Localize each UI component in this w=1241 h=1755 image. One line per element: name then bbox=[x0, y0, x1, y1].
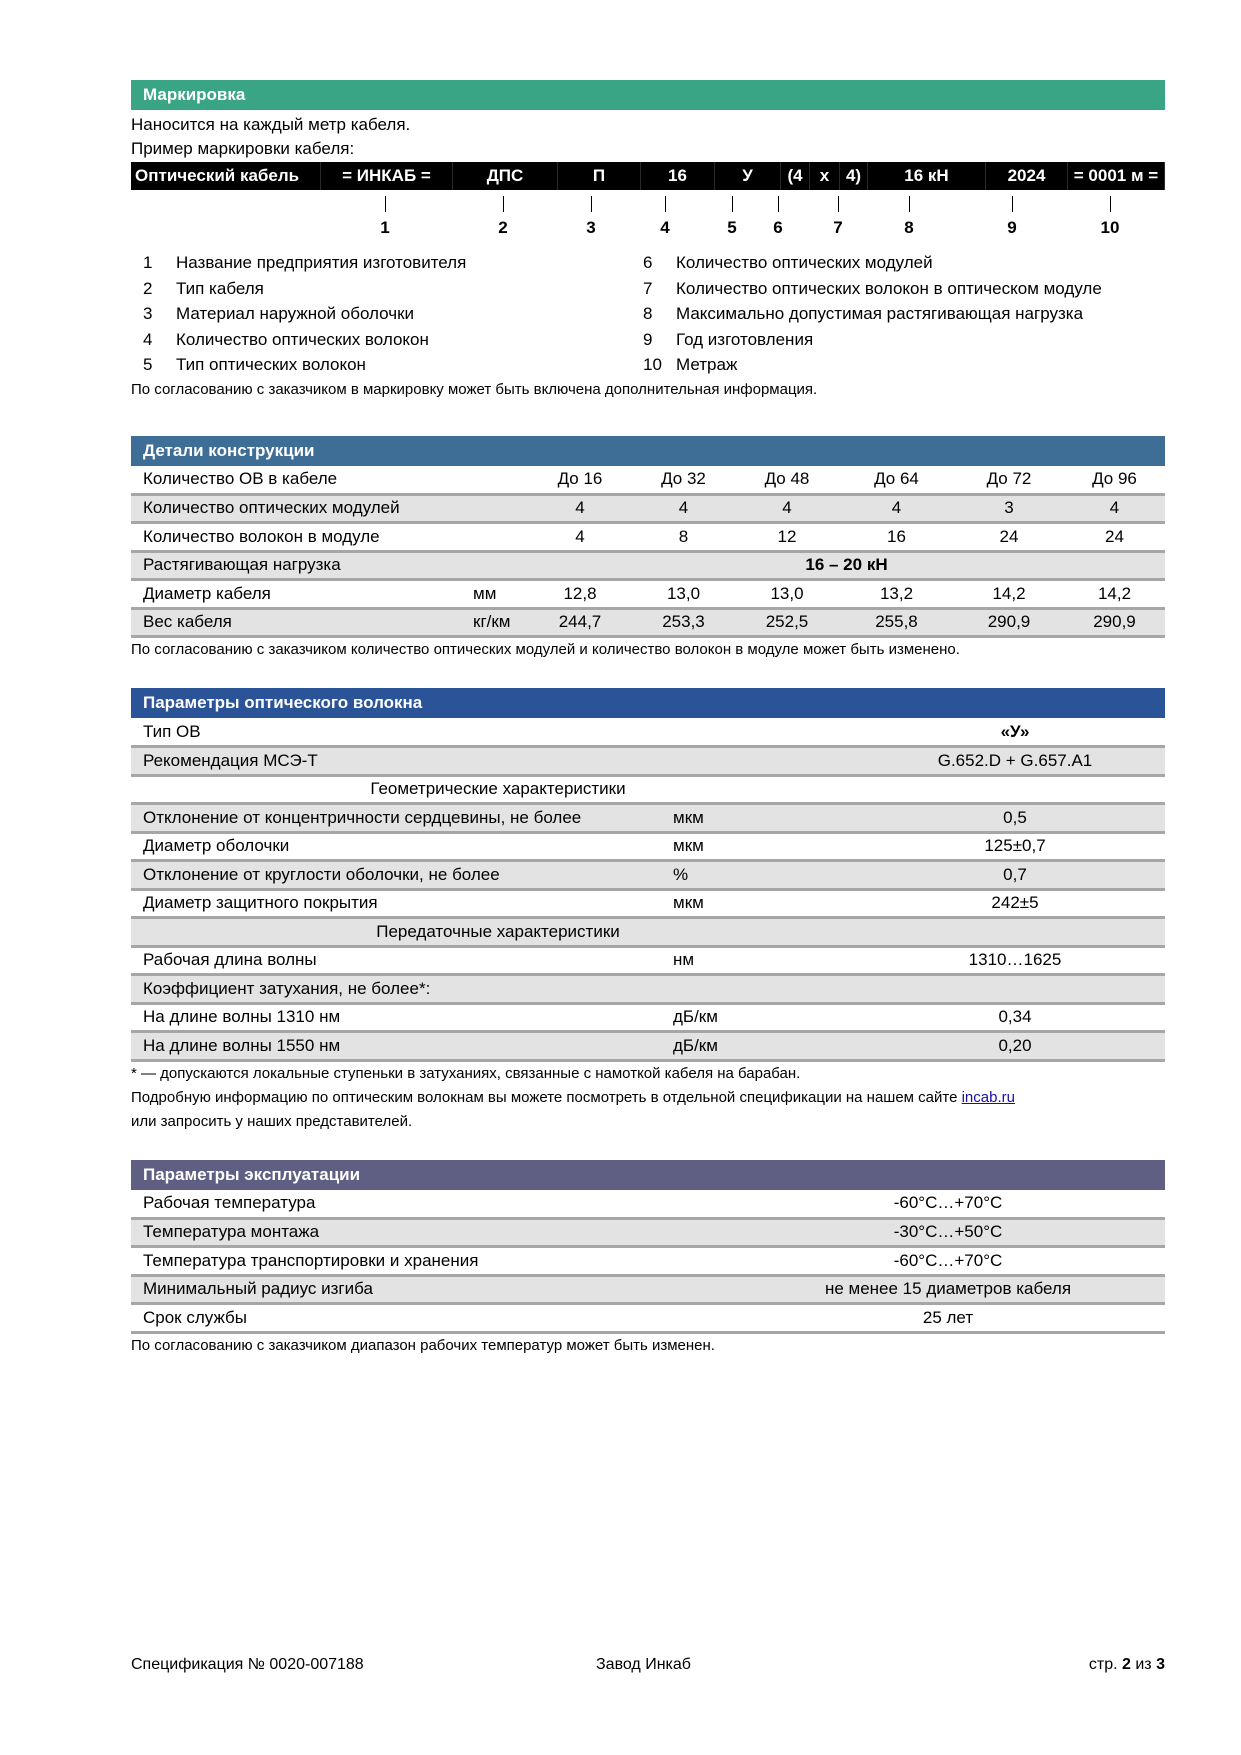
legend-item: 2 Тип кабеля bbox=[143, 278, 264, 298]
fiber-section-title: Параметры оптического волокна bbox=[131, 688, 1165, 718]
table-row: Температура монтажа -30°C…+50°C bbox=[131, 1218, 1165, 1247]
mark-index: 8 bbox=[904, 218, 914, 237]
operation-section-title: Параметры эксплуатации bbox=[131, 1160, 1165, 1190]
mark-part: 2024 bbox=[986, 162, 1068, 190]
operation-table bbox=[131, 1190, 1165, 1334]
company-name: Завод Инкаб bbox=[596, 1656, 691, 1673]
legend-item: 7 Количество оптических волокон в оптическом модуле bbox=[643, 278, 1102, 298]
table-row: Отклонение от концентричности сердцевины, не более мкм 0,5 bbox=[131, 804, 1165, 833]
mark-part: х bbox=[810, 162, 840, 190]
spec-page bbox=[131, 80, 1165, 1358]
mark-part: 4) bbox=[840, 162, 868, 190]
table-row: Минимальный радиус изгиба не менее 15 диаметров кабеля bbox=[131, 1275, 1165, 1304]
mark-part: = 0001 м = bbox=[1068, 162, 1165, 190]
spec-number: Спецификация № 0020-007188 bbox=[131, 1656, 364, 1673]
table-row: Температура транспортировки и хранения -60°C…+70°C bbox=[131, 1247, 1165, 1276]
table-row: Рабочая температура -60°C…+70°C bbox=[131, 1190, 1165, 1219]
marking-note: По согласованию с заказчиком в маркировку может быть включена дополнительная информация. bbox=[131, 380, 818, 398]
legend-item: 6 Количество оптических модулей bbox=[643, 253, 933, 272]
marking-line-1: Наносится на каждый метр кабеля. bbox=[131, 115, 411, 134]
table-row: Диаметр кабеля мм 12,8 13,0 13,0 13,2 14,2 14,2 bbox=[131, 580, 1165, 609]
construction-table bbox=[131, 466, 1165, 639]
mark-part: 16 кН bbox=[868, 162, 986, 190]
table-row: Рабочая длина волны нм 1310…1625 bbox=[131, 946, 1165, 975]
legend-item: 10 Метраж bbox=[643, 355, 738, 374]
marking-index-row bbox=[131, 190, 1165, 242]
fiber-footnote: * — допускаются локальные ступеньки в затуханиях, связанные с намоткой кабеля на барабан. bbox=[131, 1064, 801, 1082]
legend-item: 5 Тип оптических волокон bbox=[143, 355, 366, 374]
marking-example-strip bbox=[131, 162, 1165, 190]
mark-index: 5 bbox=[727, 218, 737, 237]
table-row: Коэффициент затухания, не более*: bbox=[131, 975, 1165, 1004]
table-row: На длине волны 1310 нм дБ/км 0,34 bbox=[131, 1003, 1165, 1032]
table-row: Количество ОВ в кабеле До 16 До 32 До 48 До 64 До 72 До 96 bbox=[131, 466, 1165, 495]
table-subheader: Передаточные характеристики bbox=[131, 918, 1165, 947]
mark-part: ДПС bbox=[453, 162, 558, 190]
mark-index: 3 bbox=[586, 218, 596, 237]
table-row: Вес кабеля кг/км 244,7 253,3 252,5 255,8 290,9 290,9 bbox=[131, 608, 1165, 637]
fiber-info: Подробную информацию по оптическим волокнам вы можете посмотреть в отдельной спецификации на нашем сайте incab.ru bbox=[131, 1088, 1015, 1106]
table-row: Срок службы 25 лет bbox=[131, 1304, 1165, 1333]
table-subheader: Геометрические характеристики bbox=[131, 775, 1165, 804]
construction-note: По согласованию с заказчиком количество оптических модулей и количество волокон в модуле может быть изменено. bbox=[131, 641, 960, 658]
legend-item: 9 Год изготовления bbox=[643, 329, 814, 349]
construction-section-title: Детали конструкции bbox=[131, 436, 1165, 466]
fiber-table bbox=[131, 718, 1165, 1062]
mark-part: (4 bbox=[781, 162, 810, 190]
mark-index: 1 bbox=[380, 218, 390, 237]
table-row: Тип ОВ «У» bbox=[131, 718, 1165, 747]
page-footer bbox=[131, 1656, 1165, 1680]
table-row: Количество волокон в модуле 4 8 12 16 24 24 bbox=[131, 523, 1165, 552]
mark-part: П bbox=[558, 162, 641, 190]
table-row: Отклонение от круглости оболочки, не более % 0,7 bbox=[131, 861, 1165, 890]
incab-link[interactable]: incab.ru bbox=[961, 1088, 1015, 1106]
mark-index: 7 bbox=[833, 218, 843, 237]
mark-part: = ИНКАБ = bbox=[321, 162, 453, 190]
table-row: Количество оптических модулей 4 4 4 4 3 4 bbox=[131, 494, 1165, 523]
mark-index: 9 bbox=[1007, 218, 1017, 237]
mark-index: 6 bbox=[773, 218, 783, 237]
legend-item: 1 Название предприятия изготовителя bbox=[143, 253, 467, 272]
legend-item: 4 Количество оптических волокон bbox=[143, 329, 429, 349]
table-row: На длине волны 1550 нм дБ/км 0,20 bbox=[131, 1032, 1165, 1061]
fiber-info-2: или запросить у наших представителей. bbox=[131, 1112, 413, 1130]
legend-item: 8 Максимально допустимая растягивающая нагрузка bbox=[643, 304, 1084, 323]
marking-line-2: Пример маркировки кабеля: bbox=[131, 139, 355, 158]
mark-index: 2 bbox=[498, 218, 508, 237]
page-number: стр. 2 из 3 bbox=[1088, 1656, 1165, 1673]
mark-part: У bbox=[715, 162, 781, 190]
marking-legend bbox=[131, 250, 1165, 378]
table-row: Диаметр защитного покрытия мкм 242±5 bbox=[131, 889, 1165, 918]
mark-index: 10 bbox=[1100, 218, 1120, 237]
table-row: Рекомендация МСЭ-Т G.652.D + G.657.A1 bbox=[131, 747, 1165, 776]
mark-part: 16 bbox=[641, 162, 715, 190]
table-row: Диаметр оболочки мкм 125±0,7 bbox=[131, 832, 1165, 861]
legend-item: 3 Материал наружной оболочки bbox=[143, 304, 415, 323]
mark-part: Оптический кабель bbox=[131, 162, 321, 190]
marking-section-title: Маркировка bbox=[131, 80, 1165, 110]
table-row: Растягивающая нагрузка 16 – 20 кН bbox=[131, 551, 1165, 580]
mark-index: 4 bbox=[660, 218, 670, 237]
operation-note: По согласованию с заказчиком диапазон рабочих температур может быть изменен. bbox=[131, 1336, 715, 1354]
